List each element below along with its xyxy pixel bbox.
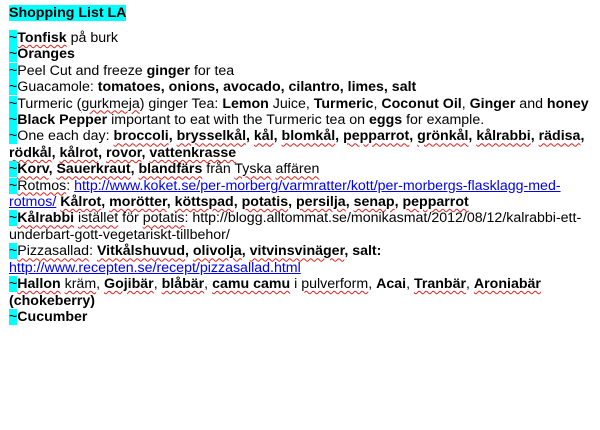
bullet-marker: ~ (9, 161, 18, 178)
list-item-text: potatis (142, 210, 185, 227)
bullet-marker: ~ (9, 79, 18, 96)
bullet-marker: ~ (9, 243, 18, 260)
list-item-text: från (202, 161, 235, 178)
list-item-text: senap (353, 194, 395, 211)
list-item-text: , (288, 194, 297, 211)
list-item-text: Tranbär (413, 276, 467, 293)
list-item (9, 243, 594, 276)
list-item-text: , (368, 276, 377, 293)
title-text: Shopping List LA (9, 5, 127, 21)
list-item-text: , (204, 276, 213, 293)
list-item-text: for tea (190, 62, 235, 79)
list-item-text: Hallon (17, 276, 61, 293)
list-item-text: (chokeberry) (9, 292, 95, 309)
list-item-text: Peel Cut and freeze (17, 62, 147, 79)
list-item-text: pulverform (301, 276, 369, 293)
recipe-link[interactable]: http://www.recepten.se/recept/pizzasallad.html (9, 259, 301, 276)
list-item-text: Tyska (234, 161, 272, 178)
list-item-text: , (96, 276, 105, 293)
list-item-text: , (345, 194, 354, 211)
list-item-text: Kålrot (60, 194, 102, 211)
list-item-text: Rotmos (17, 177, 67, 194)
list-item-text: potatis (241, 194, 289, 211)
list-item (9, 178, 594, 211)
list-item-text: , (468, 128, 477, 145)
list-item-text: honey (546, 95, 589, 112)
list-item-text: grönkål (417, 128, 469, 145)
list-item-text: broccoli (113, 128, 169, 145)
list-item-text: , (409, 128, 418, 145)
list-item-text: , (98, 144, 106, 161)
list-item-text: Pizzasallad (17, 243, 90, 260)
list-item-text: , (335, 128, 344, 145)
list-item-text: blomkål (281, 128, 336, 145)
document-body (9, 4, 594, 325)
list-item-text: eggs (369, 112, 403, 129)
list-item (9, 96, 594, 112)
list-item (9, 46, 594, 62)
list-item-text: , (394, 194, 403, 211)
list-item-text: rädisa (538, 128, 581, 145)
list-item-text: , (466, 276, 474, 293)
list-item-text: Black Pepper (17, 112, 108, 129)
list-item-text: vitvinsvinäger (249, 243, 345, 260)
list-item-text: istället (78, 210, 119, 227)
list-item-text: Lemon (222, 95, 269, 112)
list-item-text: gurkmeja (81, 95, 140, 112)
list-item-text: kålrabbi (476, 128, 531, 145)
recipe-link[interactable]: http://www.koket.se/per-morberg/varmratter/kott/per-morbergs-flasklagg-med-rotmos/ (9, 177, 561, 211)
list-item-text: ginger (146, 62, 190, 79)
list-item-text: Aroniabär (473, 276, 541, 293)
list-item-text: , (166, 194, 175, 211)
list-item-text: , (241, 243, 250, 260)
list-item-text: i (290, 276, 302, 293)
list-item (9, 79, 594, 95)
list-item (9, 63, 594, 79)
list-item-text: : (66, 177, 75, 194)
list-item (9, 309, 594, 325)
list-item (9, 276, 594, 309)
list-item-text: , (168, 128, 177, 145)
list-item-text: , (185, 243, 193, 260)
list-item-text: , (530, 128, 539, 145)
list-item-text: brysselkål (176, 128, 247, 145)
list-item-text: Ginger (469, 95, 516, 112)
list-item-text: Guacamole: (17, 79, 98, 96)
list-item-text: Coconut Oil (381, 95, 462, 112)
list-item-text: for example. (402, 112, 485, 129)
list-item-text: , (273, 128, 282, 145)
bullet-marker: ~ (9, 46, 18, 63)
list-item-text: , (153, 276, 162, 293)
bullet-marker: ~ (9, 177, 18, 194)
page-title (9, 4, 594, 22)
list-item-text: , (461, 95, 470, 112)
list-item-text: Kålrabbi (17, 210, 75, 227)
list-item (9, 112, 594, 128)
list-item-text: Acai (376, 276, 407, 293)
list-item-text: Oranges (17, 46, 75, 63)
list-item-text: , (373, 95, 382, 112)
list-item-text: Tonfisk (17, 30, 67, 46)
list-item-text: blåbär (161, 276, 205, 293)
bullet-marker: ~ (9, 95, 18, 112)
list-item-text: important to eat with the Turmeric tea on (107, 112, 370, 129)
list-item-text: , (141, 144, 150, 161)
list-item-text: , (51, 144, 60, 161)
list-item-text: , (233, 194, 242, 211)
list-item-text: pepparrot (343, 128, 410, 145)
list-item-text: Juice, (268, 95, 314, 112)
list-item-text: , (130, 161, 139, 178)
list-item-text: , (246, 128, 254, 145)
list-item-text: kål (253, 128, 274, 145)
bullet-marker: ~ (9, 308, 18, 325)
shopping-list (9, 30, 594, 325)
list-item-text: : (89, 243, 97, 260)
list-item-text: persilja (296, 194, 346, 211)
list-item-text: , (48, 161, 57, 178)
list-item-text: kålrot (59, 144, 99, 161)
list-item-text: Korv (17, 161, 49, 178)
list-item-text: Gojibär (104, 276, 154, 293)
bullet-marker: ~ (9, 276, 18, 293)
list-item-text: blandfärs (138, 161, 203, 178)
list-item (9, 128, 594, 161)
bullet-marker: ~ (9, 128, 18, 145)
list-item-text: Sauerkraut (56, 161, 131, 178)
bullet-marker: ~ (9, 112, 18, 129)
list-item-text: för (118, 210, 143, 227)
list-item-text: camu camu (212, 276, 291, 293)
list-item-text: pepparrot (402, 194, 469, 211)
list-item-text: : http://blogg.alltommat.se/monikasmat/2012/08/12/kalrabbi-ett-underbart-gott-vegetariskt-tillbehor/ (9, 210, 582, 243)
list-item-text: , salt: (344, 243, 382, 260)
list-item-text: Turmeric (313, 95, 374, 112)
list-item-text: affären (275, 161, 320, 178)
list-item-text: tomatoes, onions, avocado, cilantro, limes, salt (97, 79, 417, 96)
list-item-text: Vitkålshuvud (96, 243, 185, 260)
list-item-text: ) ginger Tea: (139, 95, 223, 112)
list-item-text: One each day: (17, 128, 114, 145)
list-item-text: , (406, 276, 414, 293)
bullet-marker: ~ (9, 62, 18, 79)
list-item-text: rovor (106, 144, 142, 161)
bullet-marker: ~ (9, 30, 18, 46)
list-item (9, 210, 594, 243)
list-item-text: på burk (66, 30, 118, 46)
list-item (9, 30, 594, 46)
list-item-text: olivolja (192, 243, 242, 260)
list-item-text: kräm (64, 276, 97, 293)
list-item-text: köttspad (174, 194, 234, 211)
list-item-text: , (580, 128, 585, 145)
list-item-text: and (515, 95, 547, 112)
list-item-text: , (101, 194, 110, 211)
list-item-text: Turmeric ( (17, 95, 82, 112)
list-item-text: vattenkrasse (149, 144, 237, 161)
list-item (9, 161, 594, 177)
bullet-marker: ~ (9, 210, 18, 227)
list-item-text: rödkål (9, 144, 52, 161)
list-item-text: Cucumber (17, 308, 88, 325)
list-item-text: morötter (109, 194, 167, 211)
